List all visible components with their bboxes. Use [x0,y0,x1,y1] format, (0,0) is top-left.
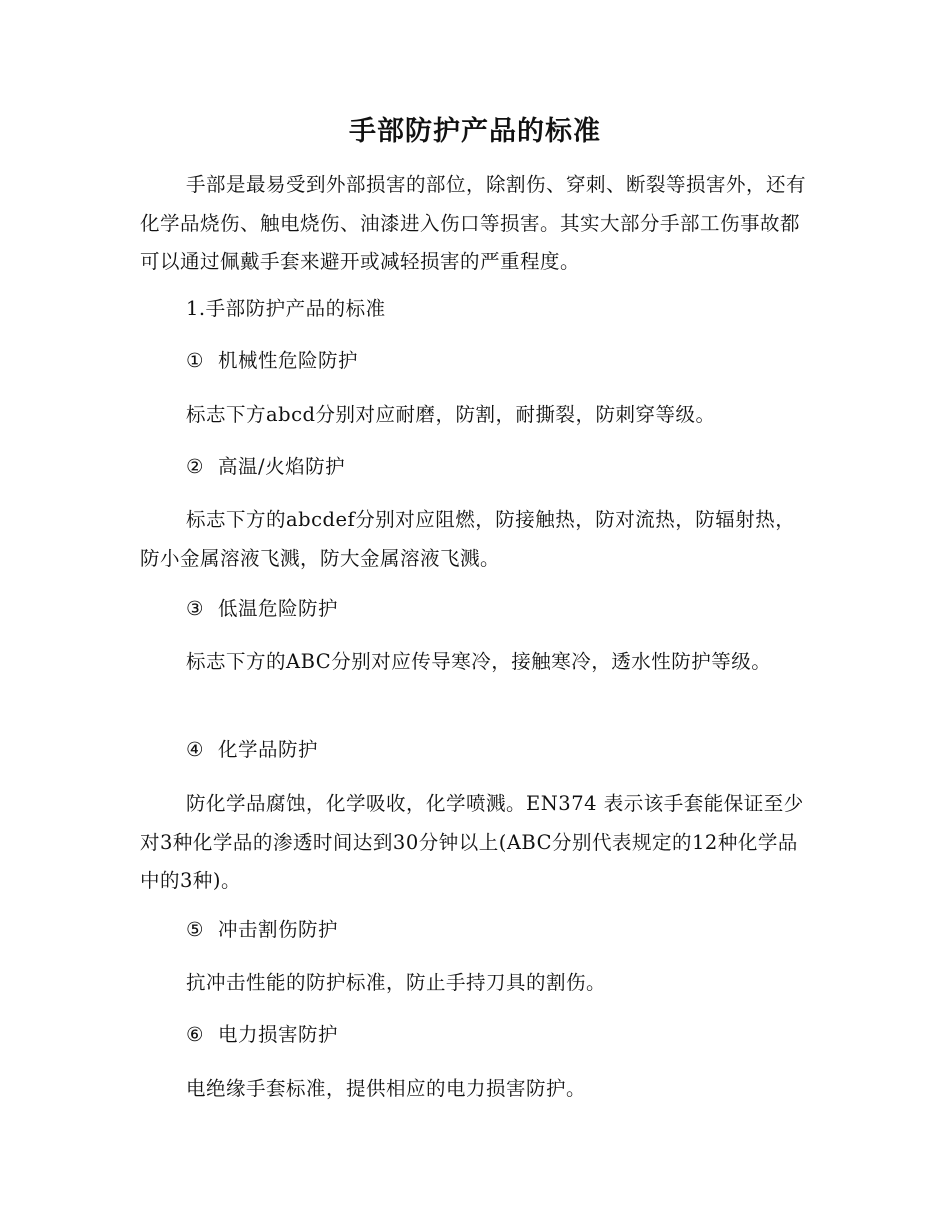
item-body-high-temp: 标志下方的abcdef分别对应阻燃，防接触热，防对流热，防辐射热，防小金属溶液飞溅，防大金属溶液飞溅。 [140,508,796,570]
item-number: ④ [186,738,204,761]
item-number: ③ [186,597,204,620]
item-heading-impact-cut [186,911,812,950]
item-heading-electrical [186,1016,812,1055]
intro-paragraph: 手部是最易受到外部损害的部位，除割伤、穿刺、断裂等损害外，还有化学品烧伤、触电烧伤、油漆进入伤口等损害。其实大部分手部工伤事故都可以通过佩戴手套来避开或减轻损害的严重程度。 [140,173,807,273]
item-heading-text: 电力损害防护 [218,1023,339,1046]
item-heading-text: 低温危险防护 [218,597,339,620]
document-title: 手部防护产品的标准 [349,116,601,147]
item-body-mechanical: 标志下方abcd分别对应耐磨，防割，耐撕裂，防刺穿等级。 [186,403,716,426]
item-body-electrical: 电绝缘手套标准，提供相应的电力损害防护。 [186,1077,587,1100]
item-number: ① [186,349,204,372]
item-heading-text: 化学品防护 [218,738,319,761]
item-number: ⑤ [186,918,204,941]
section-heading: 1.手部防护产品的标准 [186,297,386,320]
item-heading-text: 冲击割伤防护 [218,918,339,941]
item-body-low-temp: 标志下方的ABC分别对应传导寒冷，接触寒冷，透水性防护等级。 [186,650,772,673]
item-heading-text: 机械性危险防护 [218,349,359,372]
item-heading-text: 高温/火焰防护 [218,455,346,478]
item-heading-chemical [186,731,812,770]
item-body-impact-cut: 抗冲击性能的防护标准，防止手持刀具的割伤。 [186,971,607,994]
item-heading-mechanical [186,342,812,381]
item-heading-high-temp [186,448,812,487]
item-number: ② [186,455,204,478]
item-number: ⑥ [186,1023,204,1046]
item-heading-low-temp [186,590,812,629]
item-body-chemical: 防化学品腐蚀，化学吸收，化学喷溅。EN374 表示该手套能保证至少对3种化学品的渗透时间达到30分钟以上(ABC分别代表规定的12种化学品中的3种)。 [140,792,804,892]
